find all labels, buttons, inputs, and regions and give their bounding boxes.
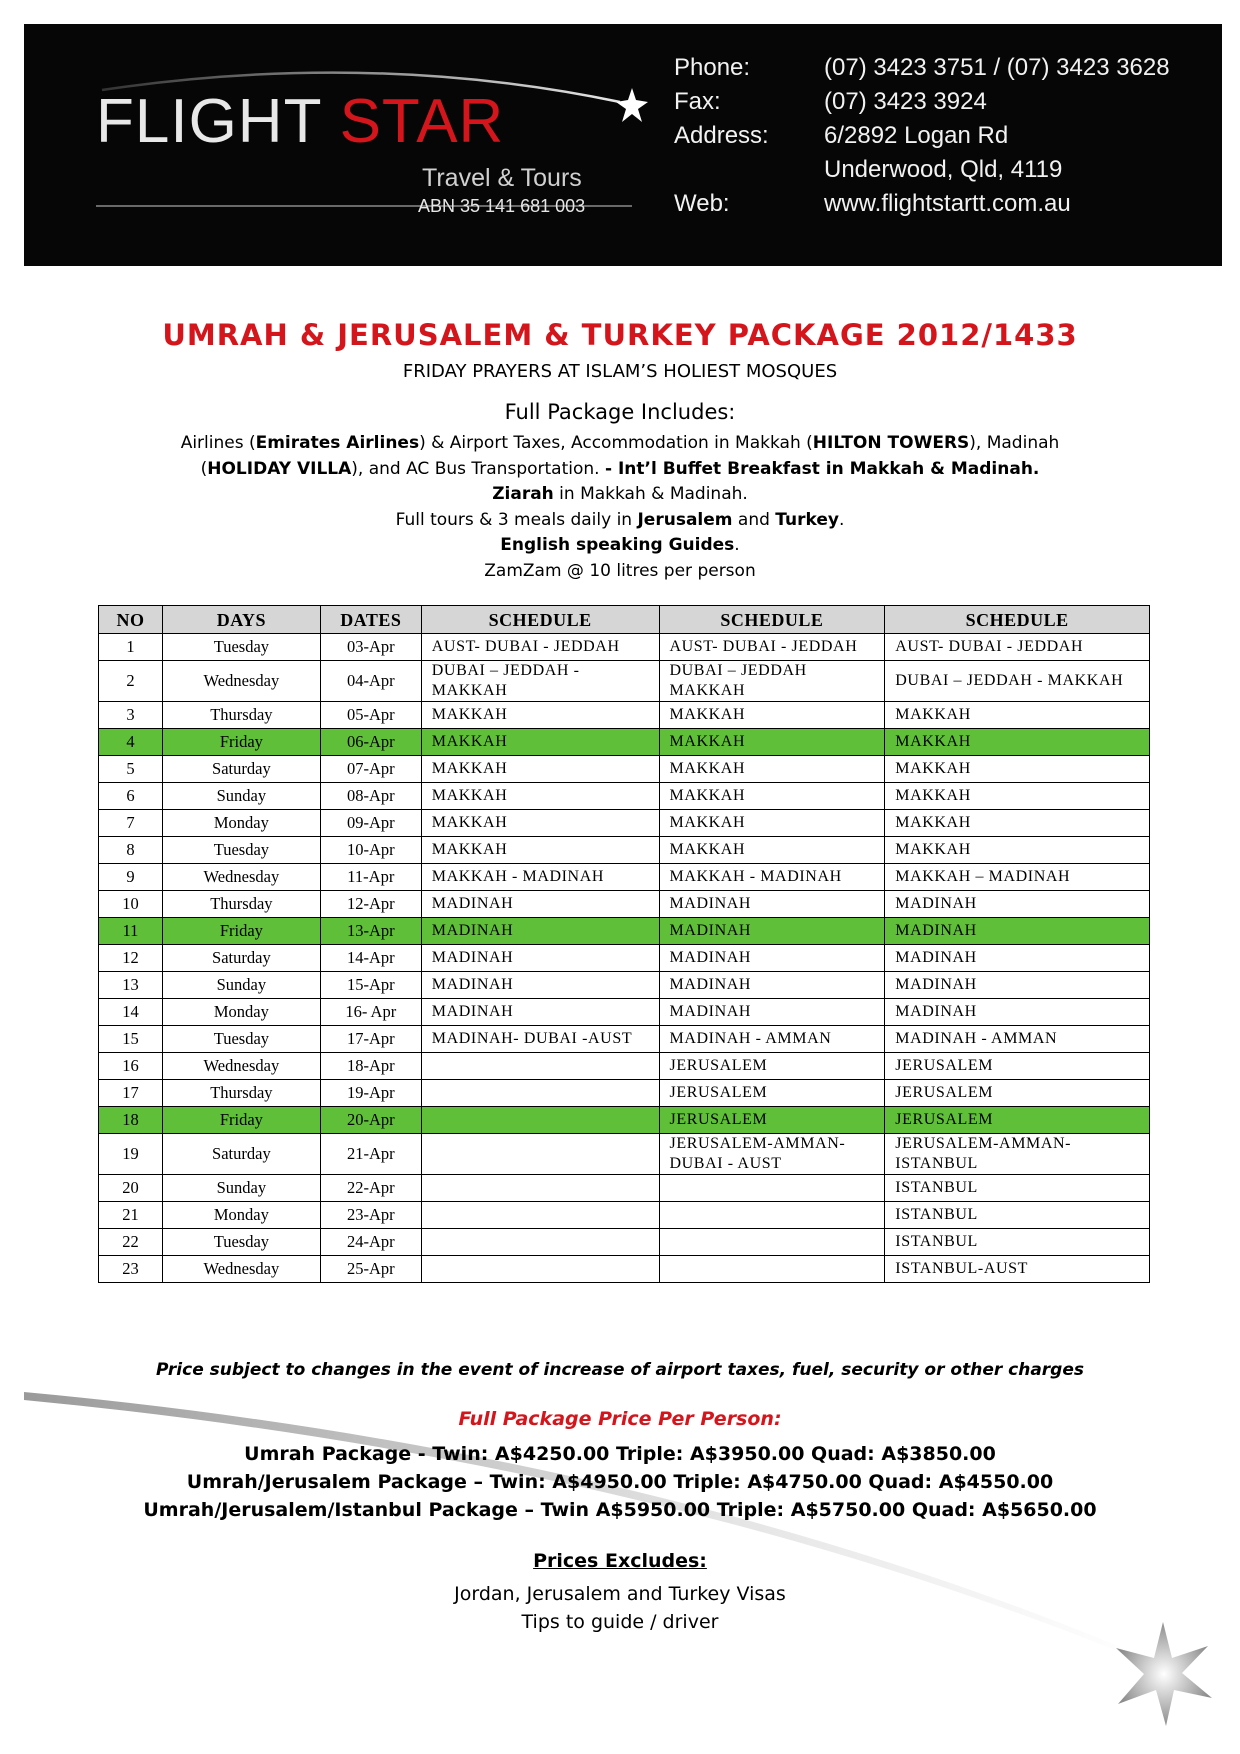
- contact-label: Address:: [674, 122, 769, 149]
- text: ) & Airport Taxes, Accommodation in Makkah (: [419, 433, 813, 453]
- address-line-1: 6/2892 Logan Rd: [824, 122, 1009, 149]
- cell-schedule-umrah: MAKKAH: [421, 783, 659, 810]
- includes-line: [150, 431, 1090, 457]
- cell-date: 08-Apr: [320, 783, 421, 810]
- cell-no: 8: [99, 837, 163, 864]
- cell-schedule-umrah: [421, 1256, 659, 1283]
- cell-day: Monday: [162, 999, 320, 1026]
- table-row: [99, 837, 1150, 864]
- cell-date: 16- Apr: [320, 999, 421, 1026]
- table-row: [99, 1053, 1150, 1080]
- price-line-umrah: Umrah Package - Twin: A$4250.00 Triple: A$3950.00 Quad: A$3850.00: [244, 1443, 996, 1465]
- cell-schedule-jerusalem: MADINAH - AMMAN: [659, 1026, 885, 1053]
- includes-heading: Full Package Includes:: [504, 400, 736, 424]
- cell-schedule-istanbul: JERUSALEM-AMMAN- ISTANBUL: [885, 1134, 1150, 1175]
- cell-day: Friday: [162, 729, 320, 756]
- cell-schedule-umrah: MAKKAH: [421, 702, 659, 729]
- cell-schedule-umrah: MAKKAH: [421, 810, 659, 837]
- cell-schedule-jerusalem: JERUSALEM-AMMAN- DUBAI - AUST: [659, 1134, 885, 1175]
- cell-no: 13: [99, 972, 163, 999]
- cell-schedule-jerusalem: MAKKAH: [659, 702, 885, 729]
- jerusalem: Jerusalem: [637, 509, 733, 530]
- cell-no: 16: [99, 1053, 163, 1080]
- cell-day: Friday: [162, 918, 320, 945]
- table-row: [99, 864, 1150, 891]
- cell-schedule-istanbul: MAKKAH: [885, 837, 1150, 864]
- cell-schedule-istanbul: AUST- DUBAI - JEDDAH: [885, 634, 1150, 661]
- fax-value: (07) 3423 3924: [824, 88, 987, 115]
- cell-day: Thursday: [162, 702, 320, 729]
- cell-no: 4: [99, 729, 163, 756]
- cell-schedule-umrah: MADINAH: [421, 891, 659, 918]
- cell-schedule-istanbul: MADINAH: [885, 945, 1150, 972]
- cell-day: Wednesday: [162, 1053, 320, 1080]
- cell-schedule-umrah: MAKKAH: [421, 837, 659, 864]
- cell-schedule-umrah: AUST- DUBAI - JEDDAH: [421, 634, 659, 661]
- cell-no: 11: [99, 918, 163, 945]
- cell-schedule-jerusalem: [659, 1229, 885, 1256]
- cell-schedule-istanbul: MAKKAH – MADINAH: [885, 864, 1150, 891]
- cell-no: 5: [99, 756, 163, 783]
- table-row: [99, 1107, 1150, 1134]
- cell-date: 14-Apr: [320, 945, 421, 972]
- table-row: [99, 756, 1150, 783]
- cell-schedule-jerusalem: MAKKAH: [659, 837, 885, 864]
- cell-schedule-jerusalem: AUST- DUBAI - JEDDAH: [659, 634, 885, 661]
- cell-schedule-jerusalem: [659, 1175, 885, 1202]
- cell-date: 22-Apr: [320, 1175, 421, 1202]
- cell-schedule-umrah: MADINAH: [421, 999, 659, 1026]
- cell-schedule-istanbul: JERUSALEM: [885, 1080, 1150, 1107]
- table-row: [99, 999, 1150, 1026]
- cell-schedule-istanbul: MAKKAH: [885, 783, 1150, 810]
- itinerary-table: [98, 605, 1150, 1283]
- text: ), Madinah: [969, 433, 1060, 453]
- excludes-item: Jordan, Jerusalem and Turkey Visas: [454, 1583, 786, 1605]
- header-days: DAYS: [162, 606, 320, 634]
- cell-day: Monday: [162, 810, 320, 837]
- cell-day: Tuesday: [162, 837, 320, 864]
- cell-schedule-umrah: MADINAH: [421, 945, 659, 972]
- cell-schedule-jerusalem: MADINAH: [659, 972, 885, 999]
- cell-no: 21: [99, 1202, 163, 1229]
- cell-no: 2: [99, 661, 163, 702]
- cell-schedule-umrah: [421, 1107, 659, 1134]
- table-row: [99, 972, 1150, 999]
- table-row: [99, 634, 1150, 661]
- cell-day: Friday: [162, 1107, 320, 1134]
- cell-schedule-umrah: MAKKAH: [421, 756, 659, 783]
- text: ), and AC Bus Transportation.: [351, 458, 605, 479]
- cell-schedule-istanbul: MADINAH: [885, 918, 1150, 945]
- table-row: [99, 891, 1150, 918]
- text: Airlines (: [180, 433, 256, 453]
- table-header-row: [99, 606, 1150, 634]
- cell-schedule-umrah: MADINAH: [421, 972, 659, 999]
- cell-schedule-jerusalem: MAKKAH: [659, 783, 885, 810]
- cell-no: 1: [99, 634, 163, 661]
- cell-schedule-jerusalem: MADINAH: [659, 891, 885, 918]
- includes-line: [150, 533, 1090, 559]
- cell-schedule-jerusalem: MADINAH: [659, 918, 885, 945]
- cell-schedule-umrah: DUBAI – JEDDAH - MAKKAH: [421, 661, 659, 702]
- makkah-hotel: HILTON TOWERS: [812, 433, 970, 453]
- cell-day: Sunday: [162, 1175, 320, 1202]
- cell-date: 09-Apr: [320, 810, 421, 837]
- table-row: [99, 1026, 1150, 1053]
- cell-schedule-istanbul: MADINAH: [885, 891, 1150, 918]
- breakfast-note: - Int’l Buffet Breakfast in Makkah & Madinah.: [604, 458, 1040, 479]
- cell-schedule-istanbul: DUBAI – JEDDAH - MAKKAH: [885, 661, 1150, 702]
- cell-day: Wednesday: [162, 864, 320, 891]
- cell-schedule-istanbul: MAKKAH: [885, 756, 1150, 783]
- logo-tagline: Travel & Tours: [422, 164, 582, 192]
- cell-schedule-jerusalem: MAKKAH: [659, 810, 885, 837]
- cell-date: 17-Apr: [320, 1026, 421, 1053]
- cell-schedule-istanbul: MAKKAH: [885, 729, 1150, 756]
- cell-schedule-jerusalem: JERUSALEM: [659, 1053, 885, 1080]
- contact-label: Web:: [674, 190, 730, 217]
- text: and: [732, 509, 776, 530]
- cell-schedule-istanbul: ISTANBUL: [885, 1175, 1150, 1202]
- includes-line: [150, 457, 1090, 483]
- cell-schedule-jerusalem: MAKKAH - MADINAH: [659, 864, 885, 891]
- cell-schedule-umrah: [421, 1229, 659, 1256]
- cell-day: Saturday: [162, 945, 320, 972]
- package-subtitle: FRIDAY PRAYERS AT ISLAM’S HOLIEST MOSQUES: [402, 361, 838, 382]
- excludes-heading: Prices Excludes:: [533, 1550, 707, 1572]
- cell-date: 23-Apr: [320, 1202, 421, 1229]
- cell-date: 07-Apr: [320, 756, 421, 783]
- cell-day: Tuesday: [162, 634, 320, 661]
- cell-no: 18: [99, 1107, 163, 1134]
- header-dates: DATES: [320, 606, 421, 634]
- cell-day: Sunday: [162, 972, 320, 999]
- cell-schedule-umrah: MADINAH- DUBAI -AUST: [421, 1026, 659, 1053]
- includes-line: [150, 482, 1090, 508]
- price-heading: Full Package Price Per Person:: [458, 1408, 782, 1430]
- table-row: [99, 1229, 1150, 1256]
- letterhead-banner: [24, 24, 1222, 266]
- cell-date: 12-Apr: [320, 891, 421, 918]
- cell-day: Tuesday: [162, 1229, 320, 1256]
- cell-day: Wednesday: [162, 661, 320, 702]
- cell-no: 22: [99, 1229, 163, 1256]
- cell-schedule-umrah: MAKKAH - MADINAH: [421, 864, 659, 891]
- cell-schedule-istanbul: MADINAH: [885, 972, 1150, 999]
- cell-schedule-istanbul: ISTANBUL: [885, 1202, 1150, 1229]
- cell-date: 24-Apr: [320, 1229, 421, 1256]
- cell-schedule-istanbul: JERUSALEM: [885, 1053, 1150, 1080]
- cell-day: Tuesday: [162, 1026, 320, 1053]
- ziarah: Ziarah: [492, 484, 554, 504]
- header-schedule-jerusalem: SCHEDULE: [659, 606, 885, 634]
- cell-schedule-jerusalem: MAKKAH: [659, 756, 885, 783]
- cell-schedule-istanbul: MAKKAH: [885, 810, 1150, 837]
- madinah-hotel: HOLIDAY VILLA: [207, 458, 352, 479]
- logo-word-star: STAR: [339, 87, 505, 156]
- cell-date: 03-Apr: [320, 634, 421, 661]
- address-line-2: Underwood, Qld, 4119: [824, 156, 1063, 183]
- cell-date: 05-Apr: [320, 702, 421, 729]
- table-row: [99, 729, 1150, 756]
- cell-schedule-jerusalem: MADINAH: [659, 999, 885, 1026]
- guides: English speaking Guides: [500, 535, 735, 555]
- cell-no: 17: [99, 1080, 163, 1107]
- airline-name: Emirates Airlines: [255, 433, 420, 453]
- text: .: [734, 535, 740, 555]
- cell-schedule-umrah: [421, 1175, 659, 1202]
- table-row: [99, 810, 1150, 837]
- cell-no: 7: [99, 810, 163, 837]
- cell-day: Thursday: [162, 1080, 320, 1107]
- logo-word-flight: FLIGHT: [96, 87, 322, 156]
- cell-date: 11-Apr: [320, 864, 421, 891]
- cell-schedule-istanbul: MAKKAH: [885, 702, 1150, 729]
- includes-list: [150, 431, 1090, 584]
- cell-no: 23: [99, 1256, 163, 1283]
- cell-schedule-jerusalem: JERUSALEM: [659, 1080, 885, 1107]
- table-row: [99, 918, 1150, 945]
- price-notice: Price subject to changes in the event of increase of airport taxes, fuel, security or other charges: [155, 1360, 1085, 1380]
- table-row: [99, 783, 1150, 810]
- logo-wordmark: [96, 86, 504, 157]
- cell-schedule-jerusalem: DUBAI – JEDDAH MAKKAH: [659, 661, 885, 702]
- cell-schedule-istanbul: MADINAH: [885, 999, 1150, 1026]
- cell-no: 20: [99, 1175, 163, 1202]
- price-line-umrah-jerusalem-istanbul: Umrah/Jerusalem/Istanbul Package – Twin A$5950.00 Triple: A$5750.00 Quad: A$5650.00: [143, 1499, 1097, 1521]
- cell-date: 04-Apr: [320, 661, 421, 702]
- cell-day: Saturday: [162, 1134, 320, 1175]
- cell-date: 25-Apr: [320, 1256, 421, 1283]
- cell-day: Monday: [162, 1202, 320, 1229]
- text: Full tours & 3 meals daily in: [395, 509, 638, 530]
- cell-schedule-istanbul: ISTANBUL-AUST: [885, 1256, 1150, 1283]
- table-row: [99, 1080, 1150, 1107]
- cell-schedule-umrah: [421, 1134, 659, 1175]
- cell-no: 14: [99, 999, 163, 1026]
- phone-value: (07) 3423 3751 / (07) 3423 3628: [824, 54, 1170, 81]
- cell-no: 3: [99, 702, 163, 729]
- table-row: [99, 1256, 1150, 1283]
- cell-date: 19-Apr: [320, 1080, 421, 1107]
- cell-schedule-jerusalem: [659, 1256, 885, 1283]
- price-line-umrah-jerusalem: Umrah/Jerusalem Package – Twin: A$4950.00 Triple: A$4750.00 Quad: A$4550.00: [186, 1471, 1054, 1493]
- text: (: [200, 458, 208, 479]
- header-schedule-istanbul: SCHEDULE: [885, 606, 1150, 634]
- table-row: [99, 945, 1150, 972]
- contact-label: Phone:: [674, 54, 751, 81]
- cell-schedule-jerusalem: [659, 1202, 885, 1229]
- web-value: www.flightstartt.com.au: [824, 190, 1071, 217]
- cell-schedule-umrah: [421, 1202, 659, 1229]
- cell-date: 18-Apr: [320, 1053, 421, 1080]
- cell-schedule-jerusalem: JERUSALEM: [659, 1107, 885, 1134]
- contact-label: Fax:: [674, 88, 721, 115]
- text: .: [838, 509, 845, 530]
- cell-no: 6: [99, 783, 163, 810]
- cell-date: 06-Apr: [320, 729, 421, 756]
- flight-star-logo: [72, 56, 652, 216]
- table-row: [99, 661, 1150, 702]
- price-list: [0, 1440, 1240, 1524]
- cell-day: Thursday: [162, 891, 320, 918]
- package-title: UMRAH & JERUSALEM & TURKEY PACKAGE 2012/1433: [162, 318, 1078, 352]
- cell-no: 19: [99, 1134, 163, 1175]
- cell-schedule-umrah: MADINAH: [421, 918, 659, 945]
- header-no: NO: [99, 606, 163, 634]
- excludes-list: [0, 1580, 1240, 1636]
- star-icon: [1108, 1618, 1218, 1728]
- cell-no: 12: [99, 945, 163, 972]
- cell-schedule-istanbul: ISTANBUL: [885, 1229, 1150, 1256]
- cell-schedule-umrah: [421, 1080, 659, 1107]
- cell-date: 21-Apr: [320, 1134, 421, 1175]
- includes-line: ZamZam @ 10 litres per person: [484, 560, 756, 581]
- cell-day: Sunday: [162, 783, 320, 810]
- table-row: [99, 702, 1150, 729]
- abn-number: ABN 35 141 681 003: [418, 196, 586, 216]
- cell-day: Wednesday: [162, 1256, 320, 1283]
- cell-schedule-umrah: MAKKAH: [421, 729, 659, 756]
- turkey: Turkey: [775, 509, 839, 530]
- cell-no: 10: [99, 891, 163, 918]
- cell-schedule-jerusalem: MADINAH: [659, 945, 885, 972]
- cell-no: 9: [99, 864, 163, 891]
- cell-day: Saturday: [162, 756, 320, 783]
- table-row: [99, 1202, 1150, 1229]
- cell-date: 13-Apr: [320, 918, 421, 945]
- cell-schedule-istanbul: JERUSALEM: [885, 1107, 1150, 1134]
- cell-schedule-jerusalem: MAKKAH: [659, 729, 885, 756]
- cell-no: 15: [99, 1026, 163, 1053]
- cell-date: 15-Apr: [320, 972, 421, 999]
- includes-line: [150, 508, 1090, 534]
- excludes-item: Tips to guide / driver: [521, 1611, 719, 1633]
- cell-date: 10-Apr: [320, 837, 421, 864]
- cell-schedule-istanbul: MADINAH - AMMAN: [885, 1026, 1150, 1053]
- cell-schedule-umrah: [421, 1053, 659, 1080]
- text: in Makkah & Madinah.: [553, 484, 748, 504]
- header-schedule-umrah: SCHEDULE: [421, 606, 659, 634]
- table-row: [99, 1175, 1150, 1202]
- cell-date: 20-Apr: [320, 1107, 421, 1134]
- table-row: [99, 1134, 1150, 1175]
